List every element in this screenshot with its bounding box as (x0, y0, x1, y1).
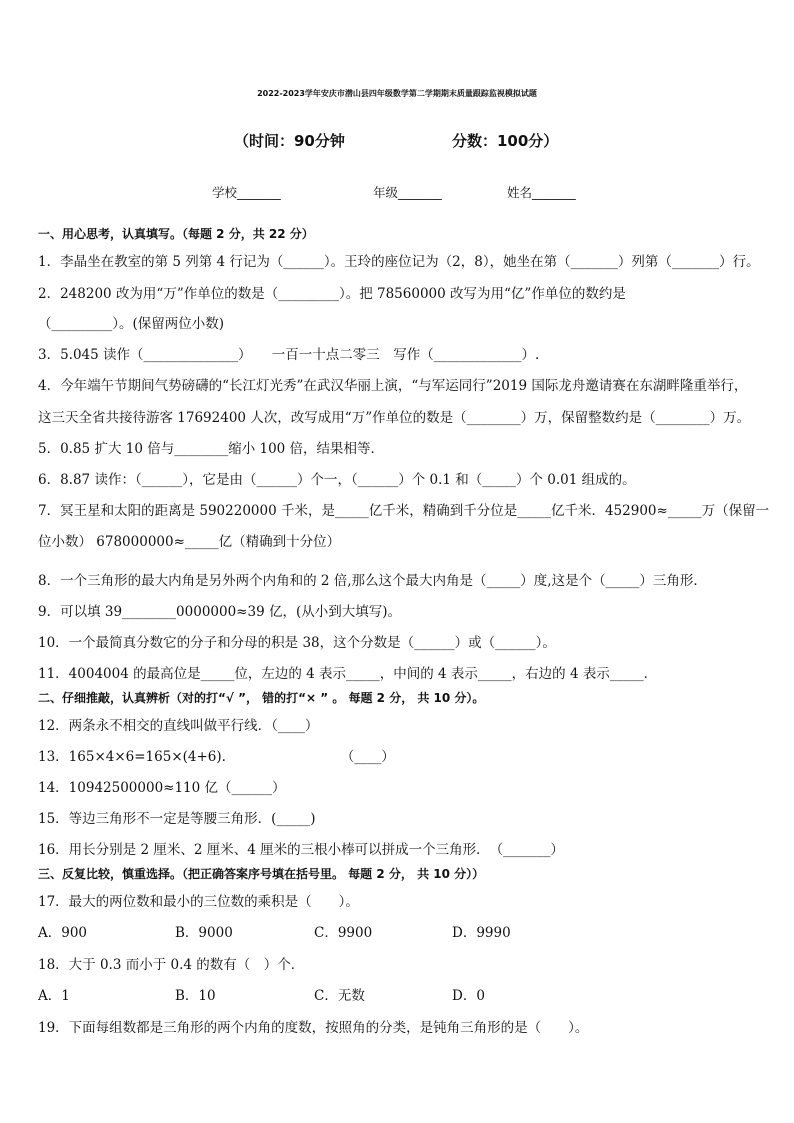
section-1-heading: 一、用心思考，认真填写。（每题 2 分，共 22 分） (38, 227, 314, 241)
school-field: 学校_______ (212, 185, 281, 200)
question-2-line-2: （_________）。(保留两位小数) (38, 316, 225, 332)
question-5: 5．0.85 扩大 10 倍与________缩小 100 倍，结果相等． (38, 441, 385, 457)
grade-field: 年级_______ (373, 185, 442, 200)
exam-score: 分数：100分） (452, 132, 559, 150)
question-7-line-1: 7．冥王星和太阳的距离是 590220000 千米，是_____亿千米，精确到千分位是_____亿千米．452900≈_____万（保留一 (38, 503, 770, 519)
question-16: 16．用长分别是 2 厘米、2 厘米、4 厘米的三根小棒可以拼成一个三角形． （_______） (38, 842, 564, 858)
question-9: 9．可以填 39________0000000≈39 亿，(从小到大填写)。 (38, 604, 401, 620)
question-15: 15．等边三角形不一定是等腰三角形．(_____) (38, 811, 316, 827)
page-title: 2022-2023学年安庆市潜山县四年级数学第二学期期末质量跟踪监视模拟试题 (257, 89, 537, 98)
q17-option-c: C．9900 (314, 925, 373, 941)
question-3: 3．5.045 读作（______________） 一百一十点二零三 写作（_____________）. (38, 347, 540, 363)
q17-option-a: A．900 (38, 925, 88, 941)
question-8: 8．一个三角形的最大内角是另外两个内角和的 2 倍,那么这个最大内角是（_____）度,这是个（_____）三角形． (38, 573, 707, 589)
question-4-line-1: 4．今年端午节期间气势磅礴的“长江灯光秀”在武汉华丽上演，“与军运同行”2019 国际龙舟邀请赛在东湖畔隆重举行， (38, 378, 748, 394)
q18-option-d: D．0 (452, 988, 485, 1004)
question-2-line-1: 2．248200 改为用“万”作单位的数是（_________）。把 78560000 改写为用“亿”作单位的数约是 (38, 286, 626, 302)
section-3-heading: 三、反复比较，慎重选择。（把正确答案序号填在括号里。 每题 2 分， 共 10 分）） (38, 867, 485, 881)
question-12: 12．两条永不相交的直线叫做平行线．（____） (38, 718, 319, 734)
question-7-line-2: 位小数） 678000000≈_____亿（精确到十分位） (38, 534, 341, 550)
question-13: 13．165×4×6=165×(4+6). （____） (38, 749, 395, 765)
q18-option-b: B．10 (175, 988, 216, 1004)
q18-option-a: A．1 (38, 988, 70, 1004)
exam-time: （时间：90分钟 (234, 132, 345, 150)
question-6: 6．8.87 读作：（______），它是由（______）个一，（______）个 0.1 和（_____）个 0.01 组成的。 (38, 472, 636, 488)
q17-option-b: B．9000 (175, 925, 233, 941)
question-14: 14．10942500000≈110 亿（______） (38, 780, 286, 796)
question-1: 1．李晶坐在教室的第 5 列第 4 行记为（______）。王玲的座位记为（2，8），她坐在第（_______）列第（_______）行。 (38, 254, 760, 270)
question-17: 17．最大的两位数和最小的三位数的乘积是（ ）。 (38, 894, 359, 910)
question-19: 19．下面每组数都是三角形的两个内角的度数，按照角的分类，是钝角三角形的是（ ）。 (38, 1020, 589, 1036)
question-4-line-2: 这三天全省共接待游客 17692400 人次，改写成用“万”作单位的数是（________）万，保留整数约是（________）万。 (38, 410, 751, 426)
question-18: 18．大于 0.3 而小于 0.4 的数有（ ）个． (38, 957, 305, 973)
question-11: 11．4004004 的最高位是_____位，左边的 4 表示_____，中间的 4 表示_____，右边的 4 表示_____． (38, 666, 658, 682)
q17-option-d: D．9990 (452, 925, 511, 941)
question-10: 10．一个最简真分数它的分子和分母的积是 38，这个分数是（______）或（______）。 (38, 635, 556, 651)
section-2-heading: 二、仔细推敲，认真辨析（对的打“√ ”， 错的打“× ” 。 每题 2 分， 共 10 分）。 (38, 691, 485, 705)
name-field: 姓名_______ (507, 185, 576, 200)
q18-option-c: C．无数 (314, 988, 365, 1004)
